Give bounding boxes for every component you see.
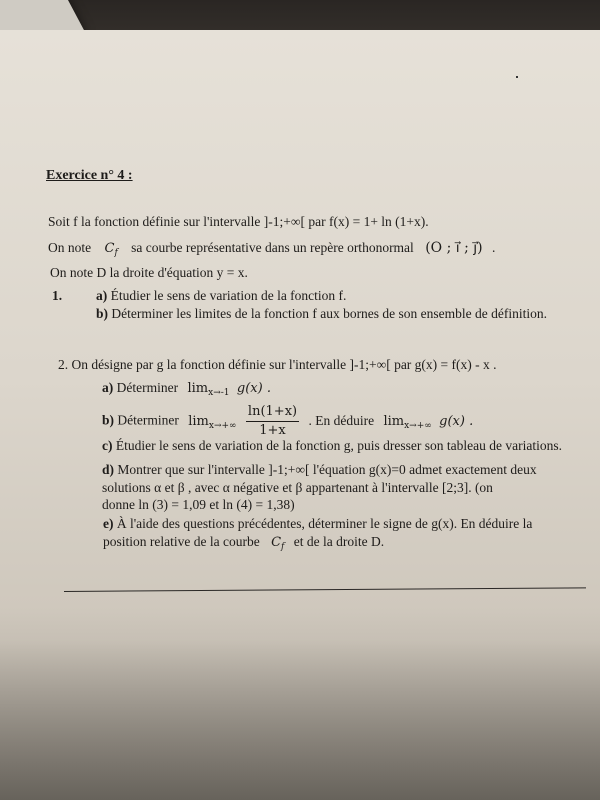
q1-a-label: a) [96,288,108,303]
q2-d-line-1 [102,462,537,478]
fraction-numerator: ln(1+x) [246,403,299,422]
curve-subscript: f [281,542,285,552]
q2-c-text: Étudier le sens de variation de la fonction g, puis dresser son tableau de variations. [115,438,562,453]
intro-line-3: On note D la droite d'équation y = x. [50,265,248,280]
intro-line-1: Soit f la fonction définie sur l'intervalle ]-1;+∞[ par f(x) = 1+ ln (1+x). [48,214,429,229]
exercise-title: Exercice n° 4 : [46,168,133,183]
q2-b-limit [188,414,236,429]
curve-name-2 [271,535,284,550]
lim-word: lim [187,381,209,396]
lim-word: lim [188,413,209,429]
frame-notation: (O ; i⃗ ; j⃗) [425,240,483,256]
q2-e-label: e) [103,516,114,531]
q2-a-label: a) [102,380,114,395]
q2-e-line-2 [103,534,384,555]
lim-subscript: x→-1 [208,388,230,398]
q2-b-then: . En déduire [308,412,375,428]
q2-b-label: b) [102,412,115,428]
curve-letter: C [271,535,282,550]
q1-b [96,306,547,322]
curve-letter: C [104,241,115,256]
speck [516,76,518,78]
q2-b-limit-2 [383,414,431,429]
q1-a [96,288,346,304]
q2-d-line-3: donne ln (3) = 1,09 et ln (4) = 1,38) [102,497,295,512]
q2-a-limit [187,381,229,396]
fraction-denominator: 1+x [259,423,286,438]
q2-b-fraction [246,403,299,440]
q2-c [102,438,562,454]
q2-intro: 2. On désigne par g la fonction définie sur l'intervalle ]-1;+∞[ par g(x) = f(x) - x . [58,357,497,372]
q1-b-text: Déterminer les limites de la fonction f aux bornes de son ensemble de définition. [111,306,548,321]
q2-c-label: c) [102,438,113,453]
lim-subscript: x→+∞ [404,420,432,431]
q2-a [102,380,271,401]
q2-b [102,403,473,440]
q2-b-expr-2: g(x) . [439,413,474,429]
q2-b-text: Déterminer [117,412,179,428]
lim-word: lim [383,413,405,429]
intro-line-2-end: . [491,240,496,255]
q2-e-line-1 [103,516,532,532]
intro-line-2 [48,240,495,261]
q2-e-text-2b: et de la droite D. [293,534,385,549]
q2-d-line-2: solutions α et β , avec α négative et β appartenant à l'intervalle [2;3]. (on [102,480,493,495]
q1-a-text: Étudier le sens de variation de la fonction f. [110,288,347,303]
q2-e-text-1: À l'aide des questions précédentes, déterminer le signe de g(x). En déduire la [116,516,533,531]
intro-line-2-b: sa courbe représentative dans un repère orthonormal [131,240,414,255]
q1-b-label: b) [96,306,109,321]
q2-e-text-2a: position relative de la courbe [103,534,260,549]
curve-subscript: f [114,248,118,258]
q2-d-text-1: Montrer que sur l'intervalle ]-1;+∞[ l'équation g(x)=0 admet exactement deux [117,462,537,477]
q1-number: 1. [52,288,63,303]
q2-a-expr: g(x) . [236,381,271,396]
lim-subscript: x→+∞ [208,420,237,431]
q2-d-label: d) [102,462,115,477]
q2-a-text: Déterminer [116,380,179,395]
curve-name [105,241,118,256]
intro-line-2-a: On note [48,240,92,255]
